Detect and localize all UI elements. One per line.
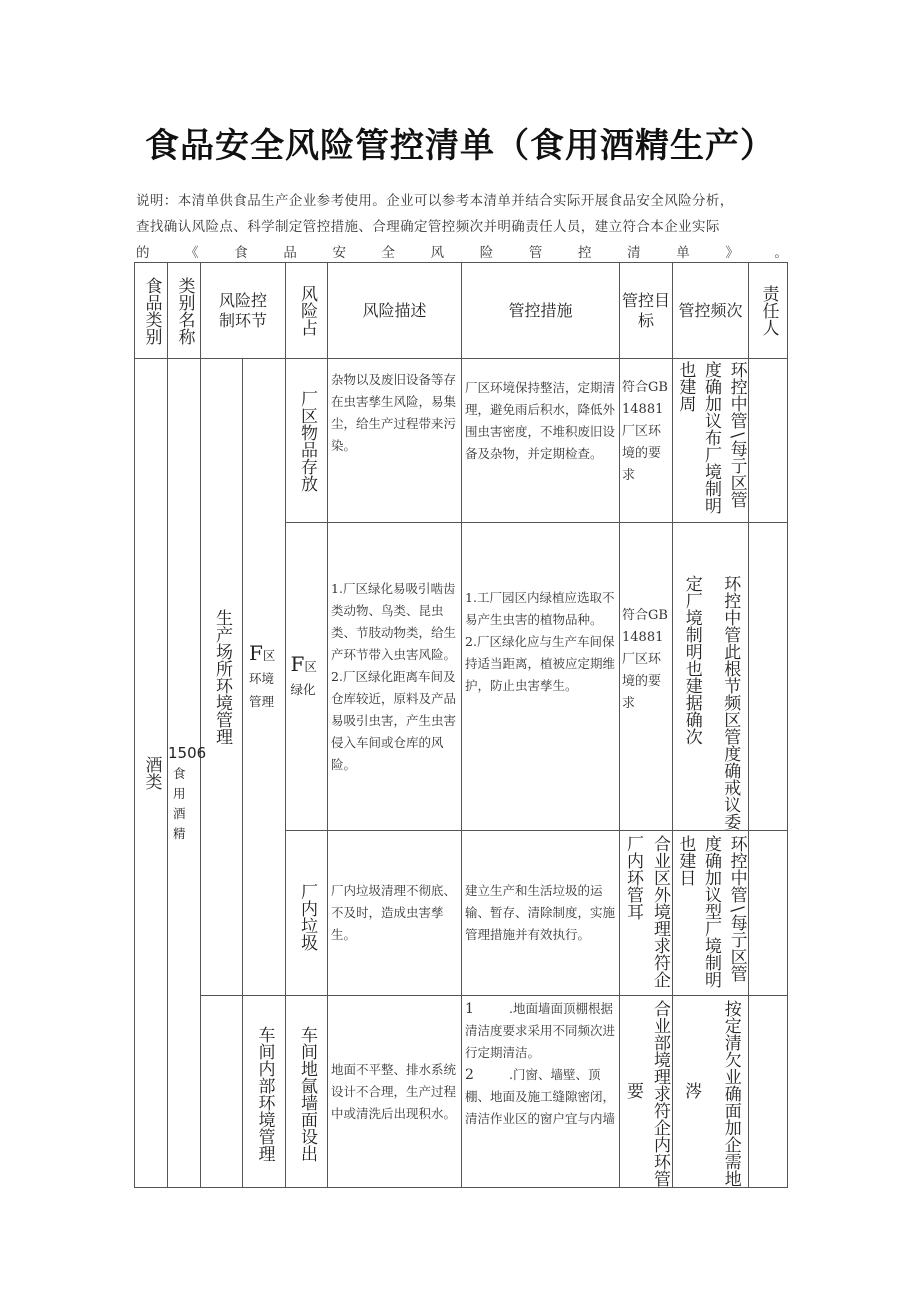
cell-frequency: 环控中管∖每亍区管 度确加议布厂境制明 也建周 <box>673 359 749 523</box>
cell-target: 合业部境理求符企内环管 要 <box>620 996 673 1188</box>
cell-responsible <box>749 359 788 523</box>
cell-responsible <box>749 523 788 831</box>
header-risk-desc: 风险描述 <box>328 263 462 359</box>
header-category: 食品类别 <box>135 263 168 359</box>
cell-risk-desc: 厂内垃圾清理不彻底、不及时，造成虫害孳生。 <box>328 831 462 996</box>
cell-link-level2: 车间内部环境管理 <box>243 996 286 1188</box>
cell-risk-point: 车间地氤墙面设出 <box>286 996 328 1188</box>
cell-risk-desc: 杂物以及废旧设备等存在虫害孳生风险，易集尘，给生产过程带来污染。 <box>328 359 462 523</box>
header-measures: 管控措施 <box>462 263 620 359</box>
header-risk-point: 风险占 <box>286 263 328 359</box>
header-responsible: 责任人 <box>749 263 788 359</box>
note-line-3: 的 《 食 品 安 全 风 险 管 控 清 单 》 。 <box>136 245 788 261</box>
cell-link-level1 <box>201 996 243 1188</box>
cell-risk-desc: 1.厂区绿化易吸引啮齿类动物、鸟类、昆虫类、节肢动物类，给生产环节带入虫害风险。 2.厂区绿化距离车间及仓库较近，原料及产品易吸引虫害，产生虫害侵入车间或仓库的风险。 <box>328 523 462 831</box>
cell-responsible <box>749 996 788 1188</box>
cell-measures: 厂区环境保持整洁，定期清理，避免雨后积水，降低外围虫害密度，不堆积废旧设备及杂物，并定期检查。 <box>462 359 620 523</box>
header-control-link: 风险控制环节 <box>201 263 286 359</box>
note-line-2: 查找确认风险点、科学制定管控措施、合理确定管控频次并明确责任人员，建立符合本企业实际 <box>136 219 720 235</box>
table-row <box>135 359 788 523</box>
cell-measures: 建立生产和生活垃圾的运输、暂存、清除制度，实施管理措施并有效执行。 <box>462 831 620 996</box>
header-type-name: 类别名称 <box>168 263 201 359</box>
header-target: 管控目标 <box>620 263 673 359</box>
cell-responsible <box>749 831 788 996</box>
cell-link-level1: 生产场所环境管理 <box>201 359 243 996</box>
cell-frequency: 环控中管∖每亍区管 度确加议型厂境制明 也建日 <box>673 831 749 996</box>
header-row <box>135 263 788 359</box>
cell-frequency: 按定清欠业确面加企需地 涔 <box>673 996 749 1188</box>
cell-frequency: 环控中管此根节频区管度确戒议委 定厂境制明也建据确次 <box>673 523 749 831</box>
risk-control-table <box>134 262 788 1188</box>
cell-risk-desc: 地面不平整、排水系统设计不合理，生产过程中或清洗后出现积水。 <box>328 996 462 1188</box>
instructions-note <box>136 188 788 266</box>
note-line-1: 说明：本清单供食品生产企业参考使用。企业可以参考本清单并结合实际开展食品安全风险分析， <box>136 193 734 209</box>
cell-measures: 1.工厂园区内绿植应选取不易产生虫害的植物品种。 2.厂区绿化应与生产车间保持适当距离，植被应定期维护，防止虫害孳生。 <box>462 523 620 831</box>
table-row <box>135 996 788 1188</box>
cell-risk-point: 厂内垃圾 <box>286 831 328 996</box>
cell-measures: 1 .地面墙面顶棚根据清洁度要求采用不同频次进行定期清洁。 2 .门窗、墙壁、顶棚、地面及施工缝隙密闭，清洁作业区的窗户宜与内墙 <box>462 996 620 1188</box>
cell-type-name: 1506 食用酒精 <box>168 359 201 1188</box>
cell-risk-point: 厂区物品存放 <box>286 359 328 523</box>
cell-risk-point: F区绿化 <box>286 523 328 831</box>
cell-target: 符合GB14881厂区环境的要求 <box>620 359 673 523</box>
header-frequency: 管控频次 <box>673 263 749 359</box>
cell-link-level2: F区环境管理 <box>243 359 286 996</box>
cell-target: 符合GB14881厂区环境的要求 <box>620 523 673 831</box>
page-title: 食品安全风险管控清单（食用酒精生产） <box>145 126 775 166</box>
cell-category: 酒类 <box>135 359 168 1188</box>
cell-target: 合业区外境理求符企 厂内环管耳 <box>620 831 673 996</box>
